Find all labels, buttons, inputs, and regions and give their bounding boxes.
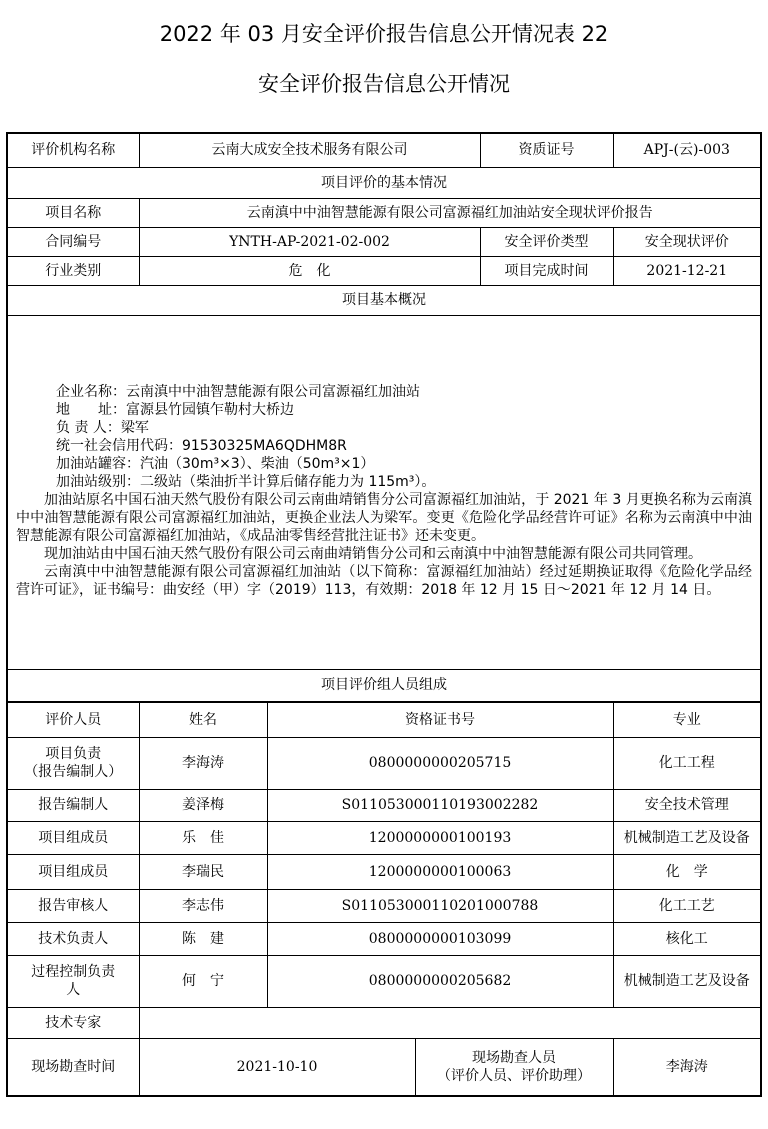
project-name-value: 云南滇中中油智慧能源有限公司富源福红加油站安全现状评价报告 <box>139 198 761 227</box>
survey-staff-value: 李海涛 <box>613 1038 761 1096</box>
overview-paragraph: 云南滇中中油智慧能源有限公司富源福红加油站（以下简称：富源福红加油站）经过延期换证取得《危险化学品经营许可证》，证书编号：曲安经（甲）字（2019）113，有效期：2018 年 12 月 15 日～2021 年 12 月 14 日。 <box>16 564 753 598</box>
done-label: 项目完成时间 <box>480 256 613 285</box>
contract-value: YNTH-AP-2021-02-002 <box>139 227 480 256</box>
team-cert: 0800000000205682 <box>267 955 613 1007</box>
team-cert: 0800000000205715 <box>267 737 613 789</box>
basic-section-heading: 项目评价的基本情况 <box>7 167 761 198</box>
team-name: 李海涛 <box>139 737 267 789</box>
team-cert: 1200000000100063 <box>267 854 613 889</box>
org-label: 评价机构名称 <box>7 133 139 167</box>
survey-staff-label-cell <box>415 1038 613 1096</box>
org-value: 云南大成安全技术服务有限公司 <box>139 133 480 167</box>
team-role: 报告编制人 <box>7 789 139 821</box>
team-header-cert: 资格证书号 <box>267 702 613 737</box>
team-name: 李志伟 <box>139 889 267 922</box>
type-value: 安全现状评价 <box>613 227 761 256</box>
contract-label: 合同编号 <box>7 227 139 256</box>
team-role: 项目组成员 <box>7 854 139 889</box>
team-name: 乐 佳 <box>139 821 267 854</box>
team-major: 机械制造工艺及设备 <box>613 955 761 1007</box>
team-role: 过程控制负责 人 <box>7 955 139 1007</box>
team-row <box>7 789 761 821</box>
team-role: 项目组成员 <box>7 821 139 854</box>
cert-value: APJ-(云)-003 <box>613 133 761 167</box>
team-name: 陈 建 <box>139 922 267 955</box>
project-overview <box>7 315 761 669</box>
team-name: 姜泽梅 <box>139 789 267 821</box>
team-row <box>7 955 761 1007</box>
team-row <box>7 889 761 922</box>
team-role: 项目负责 （报告编制人） <box>7 737 139 789</box>
team-major: 化 学 <box>613 854 761 889</box>
type-label: 安全评价类型 <box>480 227 613 256</box>
team-section-heading: 项目评价组人员组成 <box>7 669 761 702</box>
team-major: 化工工艺 <box>613 889 761 922</box>
page-title: 2022 年 03 月安全评价报告信息公开情况表 22 <box>159 22 609 46</box>
team-role: 技术负责人 <box>7 922 139 955</box>
survey-time-value: 2021-10-10 <box>139 1038 415 1096</box>
team-role: 报告审核人 <box>7 889 139 922</box>
cert-label: 资质证号 <box>480 133 613 167</box>
report-info-table <box>6 132 762 1097</box>
team-header-role: 评价人员 <box>7 702 139 737</box>
team-major: 安全技术管理 <box>613 789 761 821</box>
team-row <box>7 737 761 789</box>
team-header-name: 姓名 <box>139 702 267 737</box>
overview-line: 加油站罐容：汽油（30m³×3）、柴油（50m³×1） <box>56 456 375 472</box>
team-row <box>7 922 761 955</box>
survey-staff-sublabel: （评价人员、评价助理） <box>437 1067 591 1084</box>
team-name: 李瑞民 <box>139 854 267 889</box>
done-value: 2021-12-21 <box>613 256 761 285</box>
team-name: 何 宁 <box>139 955 267 1007</box>
team-major: 核化工 <box>613 922 761 955</box>
overview-line: 加油站级别：二级站（柴油折半计算后储存能力为 115m³）。 <box>56 474 436 490</box>
overview-line: 统一社会信用代码：91530325MA6QDHM8R <box>56 438 347 454</box>
overview-section-heading: 项目基本概况 <box>7 285 761 315</box>
project-name-label: 项目名称 <box>7 198 139 227</box>
team-row <box>7 854 761 889</box>
team-cert: S011053000110193002282 <box>267 789 613 821</box>
expert-value <box>139 1007 761 1038</box>
team-cert: 0800000000103099 <box>267 922 613 955</box>
team-cert: 1200000000100193 <box>267 821 613 854</box>
page-subtitle: 安全评价报告信息公开情况 <box>258 72 510 96</box>
team-cert: S011053000110201000788 <box>267 889 613 922</box>
team-major: 化工工程 <box>613 737 761 789</box>
survey-staff-label: 现场勘查人员 <box>472 1049 556 1066</box>
survey-time-label: 现场勘查时间 <box>7 1038 139 1096</box>
team-header-major: 专业 <box>613 702 761 737</box>
overview-paragraph: 加油站原名中国石油天然气股份有限公司云南曲靖销售分公司富源福红加油站，于 2021 年 3 月更换名称为云南滇中中油智慧能源有限公司富源福红加油站，更换企业法人为梁军。变更《危险化学品经营许可证》名称为云南滇中中油智慧能源有限公司富源福红加油站，《成品油零售经营批注证书》还未变更。 <box>16 492 753 544</box>
team-row <box>7 821 761 854</box>
industry-label: 行业类别 <box>7 256 139 285</box>
overview-line: 负 责 人：梁军 <box>56 420 149 436</box>
overview-line: 地 址：富源县竹园镇乍勒村大桥边 <box>56 402 294 418</box>
overview-paragraph: 现加油站由中国石油天然气股份有限公司云南曲靖销售分公司和云南滇中中油智慧能源有限公司共同管理。 <box>44 546 702 562</box>
overview-line: 企业名称：云南滇中中油智慧能源有限公司富源福红加油站 <box>56 384 420 400</box>
industry-value: 危 化 <box>139 256 480 285</box>
team-major: 机械制造工艺及设备 <box>613 821 761 854</box>
expert-label: 技术专家 <box>7 1007 139 1038</box>
